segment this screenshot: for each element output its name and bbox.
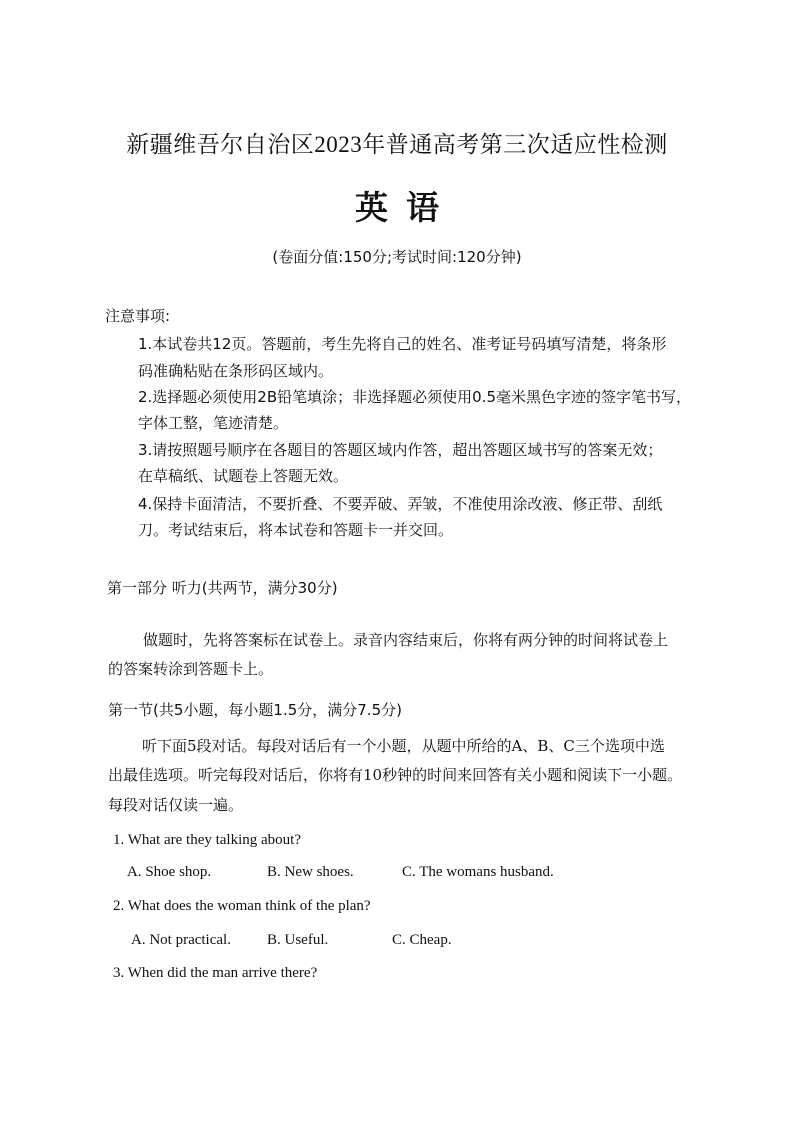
question-2: 2. What does the woman think of the plan?	[113, 898, 371, 914]
question-2-option-a: A. Not practical.	[131, 932, 231, 948]
notice-line: 4.保持卡面清洁，不要折叠、不要弄破、弄皱，不准使用涂改液、修正带、刮纸	[138, 495, 663, 513]
subject-title: 英语	[355, 188, 457, 227]
notice-line: 1.本试卷共12页。答题前，考生先将自己的姓名、准考证号码填写清楚，将条形	[138, 335, 667, 353]
notice-heading: 注意事项:	[105, 307, 171, 325]
notice-line: 3.请按照题号顺序在各题目的答题区域内作答，超出答题区域书写的答案无效；	[138, 441, 663, 459]
exam-title: 新疆维吾尔自治区2023年普通高考第三次适应性检测	[126, 132, 668, 157]
notice-line: 码准确粘贴在条形码区域内。	[138, 362, 334, 380]
score-info: (卷面分值:150分;考试时间:120分钟)	[272, 248, 522, 266]
part1-heading: 第一部分 听力(共两节，满分30分)	[107, 579, 338, 597]
question-2-option-c: C. Cheap.	[392, 932, 452, 948]
question-2-option-b: B. Useful.	[267, 932, 329, 948]
question-1-option-a: A. Shoe shop.	[127, 864, 212, 880]
question-1-option-b: B. New shoes.	[267, 864, 354, 880]
section1-heading: 第一节(共5小题，每小题1.5分，满分7.5分)	[108, 701, 402, 719]
notice-line: 2.选择题必须使用2B铅笔填涂；非选择题必须使用0.5毫米黑色字迹的签字笔书写，	[138, 388, 692, 406]
section1-instruction-line: 出最佳选项。听完每段对话后，你将有10秒钟的时间来回答有关小题和阅读下一小题。	[108, 766, 683, 784]
notice-line: 在草稿纸、试题卷上答题无效。	[138, 467, 349, 485]
question-1: 1. What are they talking about?	[113, 832, 301, 848]
part1-intro-line: 的答案转涂到答题卡上。	[108, 660, 274, 678]
section1-instruction-line: 每段对话仅读一遍。	[108, 796, 244, 814]
part1-intro-line: 做题时，先将答案标在试卷上。录音内容结束后，你将有两分钟的时间将试卷上	[143, 631, 669, 649]
question-1-option-c: C. The womans husband.	[402, 864, 554, 880]
notice-line: 刀。考试结束后，将本试卷和答题卡一并交回。	[138, 521, 454, 539]
notice-line: 字体工整，笔迹清楚。	[138, 414, 289, 432]
question-3: 3. When did the man arrive there?	[113, 965, 318, 981]
section1-instruction-line: 听下面5段对话。每段对话后有一个小题，从题中所给的A、B、C三个选项中选	[142, 737, 665, 755]
